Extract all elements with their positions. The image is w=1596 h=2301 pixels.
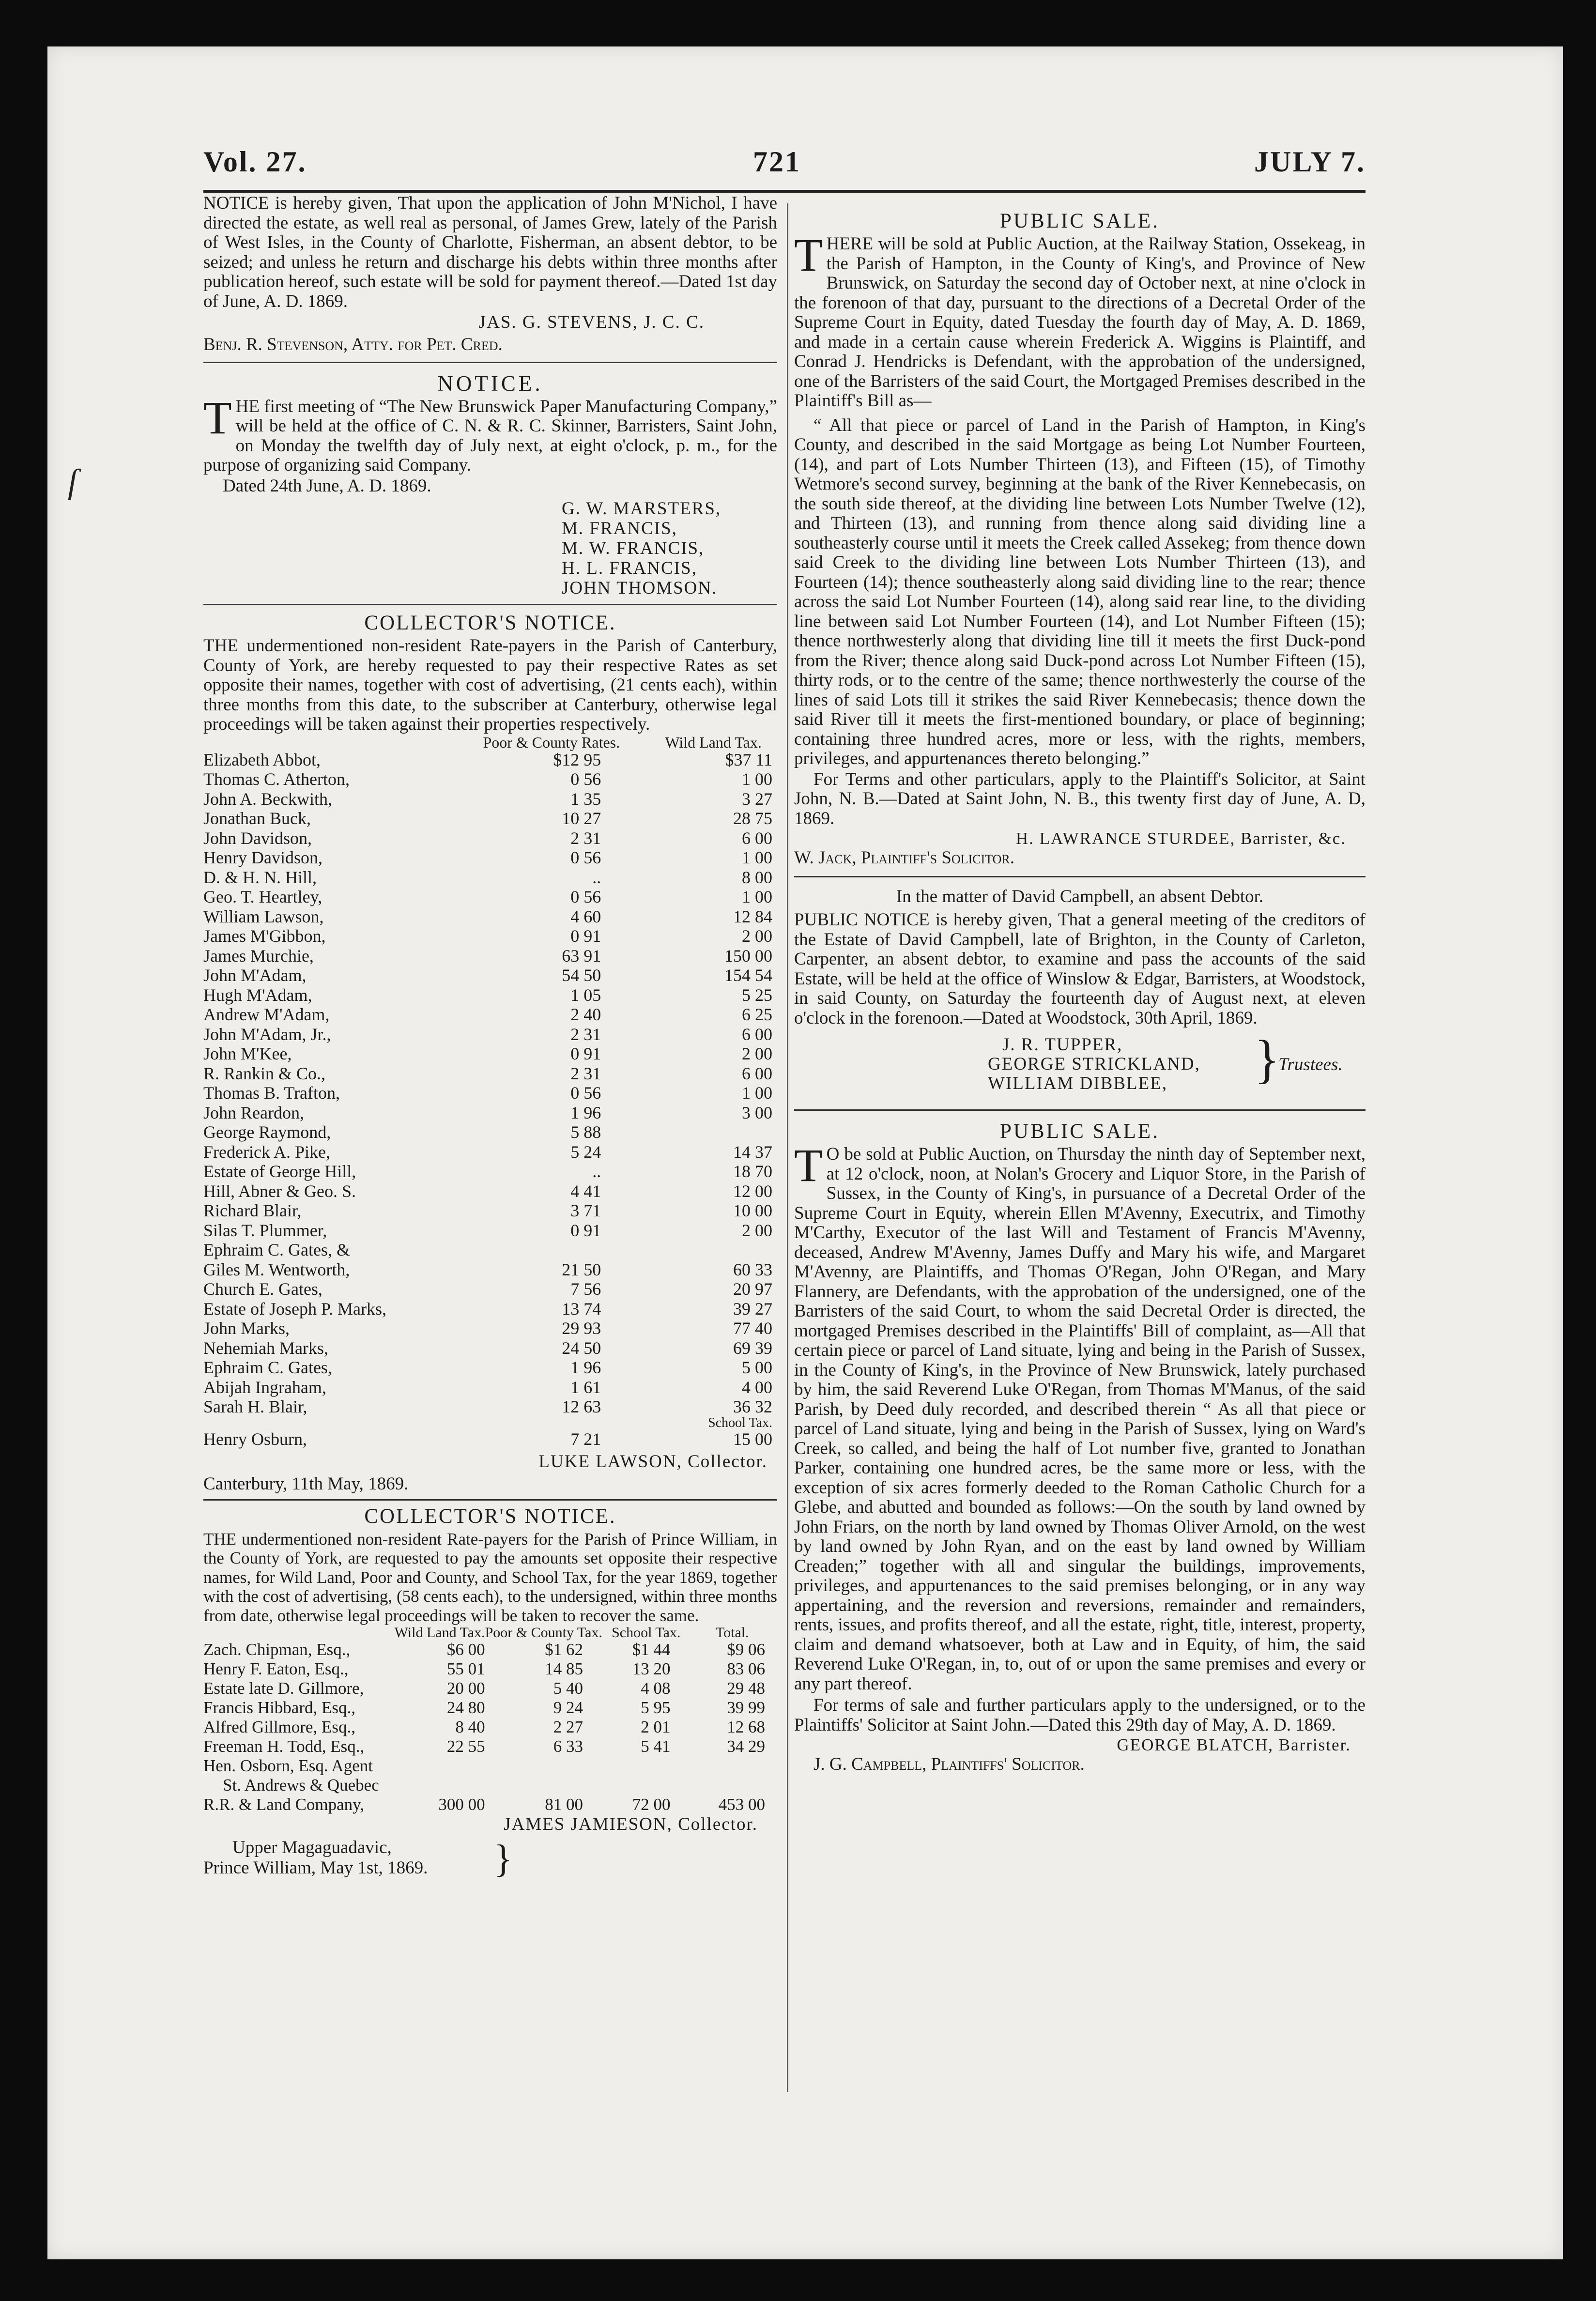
rate-value: 1 61 bbox=[570, 1377, 601, 1397]
column-divider bbox=[787, 203, 788, 2092]
signatory: M. W. FRANCIS, bbox=[562, 538, 705, 558]
school-value: $1 44 bbox=[632, 1640, 671, 1659]
tax-value: 150 00 bbox=[724, 946, 772, 966]
ratepayer-name: Alfred Gillmore, Esq., bbox=[203, 1718, 355, 1736]
ratepayer-name: Francis Hibbard, Esq., bbox=[203, 1698, 355, 1717]
table-row bbox=[203, 868, 777, 888]
campbell-trustees bbox=[794, 1029, 1366, 1103]
total-value: 34 29 bbox=[727, 1737, 765, 1756]
table-row bbox=[203, 1221, 777, 1241]
table-row bbox=[203, 1338, 777, 1358]
ratepayer-name: Giles M. Wentworth, bbox=[203, 1259, 350, 1279]
header-rule bbox=[203, 190, 1366, 193]
drop-cap: T bbox=[794, 229, 823, 281]
table-row bbox=[203, 887, 777, 907]
rate-value: 2 31 bbox=[570, 1063, 601, 1083]
canterbury-dated: Canterbury, 11th May, 1869. bbox=[203, 1474, 409, 1494]
tax-value: 154 54 bbox=[724, 966, 772, 985]
trustees-label: Trustees. bbox=[1278, 1055, 1343, 1074]
left-column bbox=[203, 194, 777, 1882]
wild-land-value: 300 00 bbox=[438, 1795, 485, 1814]
tax-value: 77 40 bbox=[733, 1319, 772, 1338]
canterbury-notice bbox=[203, 610, 777, 1494]
rate-value: 1 35 bbox=[570, 789, 601, 809]
tax-value bbox=[635, 1122, 777, 1142]
rate-value: 54 50 bbox=[562, 966, 601, 985]
total-value: 83 06 bbox=[727, 1659, 765, 1678]
rate-value: 4 41 bbox=[570, 1181, 601, 1201]
ratepayer-name: Henry F. Eaton, Esq., bbox=[203, 1659, 349, 1678]
sussex-sale-solicitor: J. G. Campbell, Plaintiffs' Solicitor. bbox=[813, 1754, 1085, 1774]
total-value: 453 00 bbox=[718, 1795, 765, 1814]
table-row bbox=[203, 1378, 777, 1397]
ratepayer-name: Jonathan Buck, bbox=[203, 809, 311, 828]
table-row bbox=[203, 1429, 777, 1449]
school-value: 4 08 bbox=[641, 1679, 671, 1698]
section-rule bbox=[203, 604, 777, 605]
tax-value: 2 00 bbox=[742, 1220, 772, 1240]
table-row bbox=[203, 1718, 775, 1737]
rate-value: 0 91 bbox=[570, 1220, 601, 1240]
rate-value: 12 63 bbox=[562, 1397, 601, 1416]
tax-value: 1 00 bbox=[742, 769, 772, 789]
table-row bbox=[203, 789, 777, 809]
table-row bbox=[203, 946, 777, 966]
ratepayer-name: Henry Davidson, bbox=[203, 848, 322, 867]
drop-cap: T bbox=[794, 1139, 823, 1191]
wild-land-value: 55 01 bbox=[446, 1659, 485, 1678]
column-header: Total. bbox=[715, 1625, 749, 1641]
table-row bbox=[203, 1103, 777, 1123]
total-value: $9 06 bbox=[727, 1640, 765, 1659]
table-row bbox=[203, 1279, 777, 1299]
ratepayer-name: Abijah Ingraham, bbox=[203, 1377, 326, 1397]
tax-value: 6 25 bbox=[742, 1005, 772, 1024]
ratepayer-name: John Davidson, bbox=[203, 828, 312, 848]
issue-date: JULY 7. bbox=[1254, 146, 1366, 178]
poor-county-value: 14 85 bbox=[545, 1659, 583, 1678]
section-rule bbox=[203, 362, 777, 363]
hampton-sale-barrister: H. LAWRANCE STURDEE, Barrister, &c. bbox=[1015, 829, 1346, 848]
table-row bbox=[203, 985, 777, 1005]
ratepayer-name: Nehemiah Marks, bbox=[203, 1338, 328, 1358]
osborn-line: Hen. Osborn, Esq. Agent bbox=[203, 1756, 373, 1775]
table-row bbox=[203, 1201, 777, 1221]
hampton-sale-body: HERE will be sold at Public Auction, at the Railway Station, Ossekeag, in the Parish of Hampton, in the County of King's, and Province of New Brunswick, on Saturday the second day of October next, at nine o'clock in the forenoon of that day, pursuant to the directions of a Decretal Order of the Supreme Court in Equity, dated Tuesday the fourth day of May, A. D. 1869, and made in a certain cause wherein Frederick A. Wiggins is Plaintiff, and Conrad J. Hendricks is Defendant, with the approbation of the undersigned, one of the Barristers of the said Court, the Mortgaged Premises described in the Plaintiff's Bill as— bbox=[794, 234, 1366, 411]
rate-value: 0 56 bbox=[570, 769, 601, 789]
table-row bbox=[203, 1299, 777, 1319]
tax-value: 1 00 bbox=[742, 848, 772, 867]
rate-value: 7 21 bbox=[570, 1429, 601, 1449]
tax-value: 6 00 bbox=[742, 1063, 772, 1083]
paper-company-dated: Dated 24th June, A. D. 1869. bbox=[223, 476, 431, 496]
ratepayer-name: John A. Beckwith, bbox=[203, 789, 332, 809]
sussex-sale-terms: For terms of sale and further particulars apply to the undersigned, or to the Plaintiffs' Solicitor at Saint John.—Dated this 29th day of May, A. D. 1869. bbox=[794, 1695, 1366, 1735]
rate-value: 10 27 bbox=[562, 809, 601, 828]
column-header: Wild Land Tax. bbox=[665, 733, 762, 751]
tax-value: 15 00 bbox=[733, 1429, 772, 1449]
ratepayer-name: John Reardon, bbox=[203, 1103, 304, 1122]
ratepayer-name: Ephraim C. Gates, bbox=[203, 1358, 332, 1377]
rate-value: 21 50 bbox=[562, 1259, 601, 1279]
rate-value: 2 31 bbox=[570, 828, 601, 848]
school-tax-label: School Tax. bbox=[708, 1415, 772, 1430]
sussex-sale-heading: PUBLIC SALE. bbox=[1000, 1120, 1160, 1143]
hampton-sale-description: “ All that piece or parcel of Land in the Parish of Hampton, in King's County, and described in the said Mortgage as being Lot Number Fourteen, (14), and part of Lots Number Thirteen (13), and Fifteen (15), of Timothy Wetmore's second survey, beginning at the bank of the River Kennebecasis, on the south side thereof, at the dividing line between Lots Number Twelve (12), and Thirteen (13), and running from thence along said dividing line a southeasterly course until it meets the Creek called Assekeg; from thence down said Creek to the dividing line between Lots Number Thirteen (13), and Fourteen (14); thence southeasterly along said dividing line to the rear; thence across the said Lot Number Fourteen (14), along said rear line, to the dividing line between said Lot Number Fourteen (14), and Lot Number Fifteen (15); thence northwesterly along that dividing line till it meets the first Duck-pond from the River; thence along said Duck-pond across Lot Number Fifteen (15), thirty rods, or to the centre of the same; thence northwesterly the course of the lines of said Lots till it strikes the said River Kennebecasis; thence down the said River till it meets the first-mentioned boundary, or place of beginning; containing three hundred acres, more or less, with the rights, members, privileges, and appurtenances thereto belonging.” bbox=[794, 415, 1366, 768]
table-row bbox=[203, 1044, 777, 1064]
tax-value: 1 00 bbox=[742, 1083, 772, 1103]
ratepayer-name: Silas T. Plummer, bbox=[203, 1220, 327, 1240]
margin-mark: ſ bbox=[68, 463, 77, 500]
campbell-notice bbox=[794, 887, 1366, 1103]
rate-value: 29 93 bbox=[562, 1319, 601, 1338]
rate-value: 5 24 bbox=[570, 1142, 601, 1162]
rate-value: 0 91 bbox=[570, 1044, 601, 1063]
tax-value: 60 33 bbox=[733, 1259, 772, 1279]
ratepayer-name: George Raymond, bbox=[203, 1122, 331, 1142]
table-row bbox=[203, 1064, 777, 1084]
tax-value: 28 75 bbox=[733, 809, 772, 828]
sussex-sale-barrister: GEORGE BLATCH, Barrister. bbox=[1117, 1735, 1351, 1754]
wild-land-value: 20 00 bbox=[446, 1679, 485, 1698]
ratepayer-name: Andrew M'Adam, bbox=[203, 1005, 330, 1024]
column-header: Poor & County Tax. bbox=[485, 1625, 602, 1641]
ratepayer-name: Elizabeth Abbot, bbox=[203, 750, 321, 769]
table-row bbox=[203, 1397, 777, 1417]
table-row bbox=[203, 1122, 777, 1142]
brace-icon: } bbox=[494, 1838, 513, 1880]
ratepayer-name: Henry Osburn, bbox=[203, 1429, 307, 1449]
tax-value: 4 00 bbox=[742, 1377, 772, 1397]
prince-william-body: THE undermentioned non-resident Rate-payers for the Parish of Prince William, in the County of York, are requested to pay the amounts set opposite their respective names, for Wild Land, Poor and County, and School Tax, for the year 1869, together with the cost of advertising, (58 cents each), to the undersigned, within three months from date, otherwise legal proceedings will be taken to recover the same. bbox=[203, 1529, 777, 1625]
table-row bbox=[203, 1640, 775, 1659]
brace-icon: } bbox=[1254, 1029, 1280, 1089]
school-value: 5 95 bbox=[641, 1698, 671, 1717]
total-value: 29 48 bbox=[727, 1679, 765, 1698]
rate-value: 0 56 bbox=[570, 1083, 601, 1103]
prince-william-collector: JAMES JAMIESON, Collector. bbox=[504, 1814, 758, 1834]
tax-value: 20 97 bbox=[733, 1279, 772, 1299]
rate-value: 63 91 bbox=[562, 946, 601, 966]
ratepayer-name: Geo. T. Heartley, bbox=[203, 887, 322, 906]
ratepayer-name: Frederick A. Pike, bbox=[203, 1142, 330, 1162]
rate-value: 3 71 bbox=[570, 1201, 601, 1220]
rate-value: 1 05 bbox=[570, 985, 601, 1005]
ratepayer-name: Freeman H. Todd, Esq., bbox=[203, 1737, 365, 1756]
paper-company-notice bbox=[203, 370, 777, 598]
column-header: Poor & County Rates. bbox=[483, 733, 620, 751]
tax-value: 3 27 bbox=[742, 789, 772, 809]
hampton-sale-heading: PUBLIC SALE. bbox=[1000, 210, 1160, 232]
signatory: JOHN THOMSON. bbox=[562, 578, 718, 598]
trustee: WILLIAM DIBBLEE, bbox=[988, 1074, 1168, 1093]
table-row bbox=[203, 1795, 775, 1814]
tax-value bbox=[635, 1240, 777, 1260]
ratepayer-name: Ephraim C. Gates, & bbox=[203, 1240, 350, 1259]
page-header bbox=[203, 145, 1366, 189]
ratepayer-name: Zach. Chipman, Esq., bbox=[203, 1640, 351, 1659]
ratepayer-name: R.R. & Land Company, bbox=[203, 1795, 365, 1814]
hampton-sale-solicitor: W. Jack, Plaintiff's Solicitor. bbox=[794, 848, 1015, 868]
tax-value: 5 25 bbox=[742, 985, 772, 1005]
campbell-body: PUBLIC NOTICE is hereby given, That a general meeting of the creditors of the Estate of David Campbell, late of Brighton, in the County of Carleton, Carpenter, an absent debtor, to examine and pass the accounts of the said Estate, will be held at the office of Winslow & Edgar, Barristers, at Woodstock, in said County, on Saturday the fourteenth day of August next, at eleven o'clock in the forenoon.—Dated at Woodstock, 30th April, 1869. bbox=[794, 910, 1366, 1028]
osborn-line: St. Andrews & Quebec bbox=[223, 1776, 379, 1795]
rate-value: 2 40 bbox=[570, 1005, 601, 1024]
hampton-sale bbox=[794, 208, 1366, 868]
rate-value: 24 50 bbox=[562, 1338, 601, 1358]
section-rule bbox=[794, 876, 1366, 877]
table-row bbox=[203, 1698, 775, 1718]
tax-value: 39 27 bbox=[733, 1299, 772, 1319]
total-value: 12 68 bbox=[727, 1718, 765, 1736]
grew-notice-signature: JAS. G. STEVENS, J. C. C. bbox=[478, 312, 705, 332]
ratepayer-name: Sarah H. Blair, bbox=[203, 1397, 307, 1416]
paper-company-body: HE first meeting of “The New Brunswick Paper Manufacturing Company,” will be held at the office of C. N. & R. C. Skinner, Barristers, Saint John, on Monday the twelfth day of July next, at eight o'clock, p. m., for the purpose of organizing said Company. bbox=[203, 396, 777, 475]
wild-land-value: 24 80 bbox=[446, 1698, 485, 1717]
rate-value: 5 88 bbox=[570, 1122, 601, 1142]
grew-notice-attorney: Benj. R. Stevenson, Atty. for Pet. Cred. bbox=[203, 335, 503, 354]
table-row bbox=[203, 1679, 775, 1698]
canterbury-collector: LUKE LAWSON, Collector. bbox=[538, 1452, 767, 1472]
rate-value: 1 96 bbox=[570, 1103, 601, 1122]
rate-value bbox=[458, 1240, 635, 1260]
canterbury-rates-table bbox=[203, 735, 777, 1449]
section-rule bbox=[794, 1109, 1366, 1111]
table-row bbox=[203, 1319, 777, 1338]
drop-cap: T bbox=[203, 391, 232, 444]
tax-value: 2 00 bbox=[742, 926, 772, 946]
sussex-sale-body: O be sold at Public Auction, on Thursday the ninth day of September next, at 12 o'clock, noon, at Nolan's Grocery and Liquor Store, in the Parish of Sussex, in the County of King's, in pursuance of a Decretal Order of the Supreme Court in Equity, wherein Ellen M'Avenny, Executrix, and Timothy M'Carthy, Executor of the last Will and Testament of Francis M'Avenny, deceased, Andrew M'Avenny, James Duffy and Mary his wife, and Margaret M'Avenny, are Plaintiffs, and Thomas O'Regan, John O'Regan, and Mary Flannery, are Defendants, with the approbation of the undersigned, one of the Barristers of the said Court, to whom the said Decretal Order is directed, the mortgaged Premises described in the Plaintiffs' Bill of complaint, as—All that certain piece or parcel of Land situate, lying and being in the Parish of Sussex, in the County of King's, in the Province of New Brunswick, lately purchased by him, the said Reverend Luke O'Regan, from Thomas M'Manus, of the said Parish, by Deed duly recorded, and described therein “ As all that piece or parcel of Land situate, lying and being in the Parish of Sussex, lying on Ward's Creek, so called, and being the half of Lot number five, granted to Jonathan Parker, containing one hundred acres, be the same more or less, with the exception of six acres formerly deeded to the Roman Catholic Church for a Glebe, and abutted and bounded as follows:—On the south by land owned by John Friars, on the north by land owned by Thomas Oliver Arnold, on the west by land owned by John Ryan, and on the east by land owned by William Creaden;” together with all and singular the buildings, improvements, privileges, and appurtenances to the said premises belonging, or in any way appertaining, and the reversion and reversions, remainder and remainders, rents, issues, and profits thereof, and all the estate, right, title, interest, property, claim and demand whatsoever, both at Law and in Equity, of him, the said Reverend Luke O'Regan, in, to, out of or upon the same premises and every or any part thereof. bbox=[794, 1144, 1366, 1694]
total-value: 39 99 bbox=[727, 1698, 765, 1717]
hampton-sale-terms: For Terms and other particulars, apply to the Plaintiff's Solicitor, at Saint John, N. B.—Dated at Saint John, N. B., this twenty first day of June, A. D, 1869. bbox=[794, 769, 1366, 828]
tax-value: 69 39 bbox=[733, 1338, 772, 1358]
tax-value: 12 84 bbox=[733, 906, 772, 926]
school-value: 5 41 bbox=[641, 1737, 671, 1756]
ratepayer-name: John Marks, bbox=[203, 1319, 290, 1338]
rate-value: 4 60 bbox=[570, 906, 601, 926]
rate-value: .. bbox=[592, 867, 601, 887]
canterbury-body: THE undermentioned non-resident Rate-payers in the Parish of Canterbury, County of York, are hereby requested to pay their respective Rates as set opposite their names, together with cost of advertising, (21 cents each), within three months from this date, to the subscriber at Canterbury, otherwise legal proceedings will be taken against their properties respectively. bbox=[203, 636, 777, 734]
ratepayer-name: John M'Adam, bbox=[203, 966, 307, 985]
ratepayer-name: John M'Kee, bbox=[203, 1044, 292, 1063]
page-number: 721 bbox=[753, 146, 801, 178]
table-row bbox=[203, 769, 777, 789]
table-row bbox=[203, 1737, 775, 1756]
poor-county-value: 6 33 bbox=[553, 1737, 583, 1756]
rate-value: 2 31 bbox=[570, 1024, 601, 1044]
poor-county-value: 5 40 bbox=[553, 1679, 583, 1698]
ratepayer-name: Estate late D. Gillmore, bbox=[203, 1679, 364, 1698]
table-row bbox=[203, 907, 777, 927]
canterbury-heading: COLLECTOR'S NOTICE. bbox=[364, 612, 616, 634]
table-row bbox=[203, 809, 777, 828]
ratepayer-name: Thomas B. Trafton, bbox=[203, 1083, 340, 1103]
tax-value: 2 00 bbox=[742, 1044, 772, 1063]
ratepayer-name: R. Rankin & Co., bbox=[203, 1063, 326, 1083]
table-row bbox=[203, 828, 777, 848]
tax-value: 36 32 bbox=[733, 1397, 772, 1416]
table-row bbox=[203, 1776, 775, 1795]
wild-land-value: 22 55 bbox=[446, 1737, 485, 1756]
tax-value: 14 37 bbox=[733, 1142, 772, 1162]
grew-notice-body: NOTICE is hereby given, That upon the application of John M'Nichol, I have directed the estate, as well real as personal, of James Grew, lately of the Parish of West Isles, in the County of Charlotte, Fisherman, an absent debtor, to be seized; and unless he return and discharge his debts within three months after publication hereof, such estate will be sold for payment thereof.—Dated 1st day of June, A. D. 1869. bbox=[203, 193, 777, 311]
table-row bbox=[203, 1005, 777, 1025]
school-tax-label-row bbox=[203, 1417, 777, 1429]
school-value: 2 01 bbox=[641, 1718, 671, 1736]
sussex-sale bbox=[794, 1119, 1366, 1775]
signatory: M. FRANCIS, bbox=[562, 519, 677, 538]
rate-value: $12 95 bbox=[553, 750, 601, 769]
signatory: H. L. FRANCIS, bbox=[562, 558, 697, 578]
tax-value: $37 11 bbox=[725, 750, 772, 769]
table-header bbox=[203, 1625, 775, 1640]
table-row bbox=[203, 926, 777, 946]
ratepayer-name: Thomas C. Atherton, bbox=[203, 769, 350, 789]
ratepayer-name: John M'Adam, Jr., bbox=[203, 1024, 331, 1044]
table-row bbox=[203, 1260, 777, 1280]
tax-value: 6 00 bbox=[742, 828, 772, 848]
wild-land-value: 8 40 bbox=[455, 1718, 485, 1736]
school-value: 13 20 bbox=[632, 1659, 671, 1678]
table-row bbox=[203, 750, 777, 770]
tax-value: 6 00 bbox=[742, 1024, 772, 1044]
tax-value: 10 00 bbox=[733, 1201, 772, 1220]
grew-notice bbox=[203, 194, 777, 355]
table-row bbox=[203, 1756, 775, 1776]
tax-value: 3 00 bbox=[742, 1103, 772, 1122]
poor-county-value: 2 27 bbox=[553, 1718, 583, 1736]
ratepayer-name: Estate of Joseph P. Marks, bbox=[203, 1299, 386, 1319]
table-row bbox=[203, 966, 777, 985]
right-column bbox=[794, 208, 1366, 1775]
rate-value: 7 56 bbox=[570, 1279, 601, 1299]
table-row bbox=[203, 1083, 777, 1103]
rate-value: 0 56 bbox=[570, 887, 601, 906]
ratepayer-name: James M'Gibbon, bbox=[203, 926, 326, 946]
dateline-date: Prince William, May 1st, 1869. bbox=[203, 1858, 428, 1878]
volume-number: Vol. 27. bbox=[203, 146, 307, 178]
table-row bbox=[203, 1358, 777, 1378]
table-header bbox=[203, 735, 777, 750]
rate-value: 0 91 bbox=[570, 926, 601, 946]
ratepayer-name: D. & H. N. Hill, bbox=[203, 867, 317, 887]
ratepayer-name: James Murchie, bbox=[203, 946, 314, 966]
trustee: GEORGE STRICKLAND, bbox=[988, 1054, 1200, 1074]
ratepayer-name: Estate of George Hill, bbox=[203, 1162, 356, 1181]
table-row bbox=[203, 1240, 777, 1260]
prince-william-heading: COLLECTOR'S NOTICE. bbox=[364, 1504, 616, 1528]
tax-value: 5 00 bbox=[742, 1358, 772, 1377]
rate-value: 13 74 bbox=[562, 1299, 601, 1319]
ratepayer-name: Hugh M'Adam, bbox=[203, 985, 312, 1005]
table-row bbox=[203, 1659, 775, 1679]
tax-value: 1 00 bbox=[742, 887, 772, 906]
poor-county-value: 81 00 bbox=[545, 1795, 583, 1814]
ratepayer-name: Hill, Abner & Geo. S. bbox=[203, 1181, 356, 1201]
wild-land-value: $6 00 bbox=[446, 1640, 485, 1659]
tax-value: 12 00 bbox=[733, 1181, 772, 1201]
rate-value: 1 96 bbox=[570, 1358, 601, 1377]
rate-value: 0 56 bbox=[570, 848, 601, 867]
poor-county-value: 9 24 bbox=[553, 1698, 583, 1717]
tax-value: 18 70 bbox=[733, 1162, 772, 1181]
table-row bbox=[203, 1025, 777, 1044]
column-header: School Tax. bbox=[612, 1625, 681, 1641]
school-value: 72 00 bbox=[632, 1795, 671, 1814]
paper-company-heading: NOTICE. bbox=[437, 371, 543, 396]
table-row bbox=[203, 1142, 777, 1162]
table-row bbox=[203, 1181, 777, 1201]
poor-county-value: $1 62 bbox=[545, 1640, 583, 1659]
ratepayer-name: Richard Blair, bbox=[203, 1201, 302, 1220]
paper-company-signatories bbox=[562, 499, 777, 598]
tax-value: 8 00 bbox=[742, 867, 772, 887]
column-header: Wild Land Tax. bbox=[394, 1625, 485, 1641]
signatory: G. W. MARSTERS, bbox=[562, 499, 721, 519]
trustee: J. R. TUPPER, bbox=[1002, 1035, 1123, 1055]
prince-william-dateline bbox=[203, 1838, 777, 1882]
rate-value: .. bbox=[592, 1162, 601, 1181]
prince-william-notice bbox=[203, 1503, 777, 1882]
section-rule bbox=[203, 1499, 777, 1501]
ratepayer-name: William Lawson, bbox=[203, 906, 324, 926]
table-row bbox=[203, 848, 777, 868]
table-row bbox=[203, 1162, 777, 1181]
dateline-place: Upper Magaguadavic, bbox=[232, 1838, 392, 1857]
prince-william-tax-table bbox=[203, 1625, 775, 1814]
ratepayer-name: Church E. Gates, bbox=[203, 1279, 322, 1299]
campbell-heading: In the matter of David Campbell, an absent Debtor. bbox=[896, 886, 1264, 906]
